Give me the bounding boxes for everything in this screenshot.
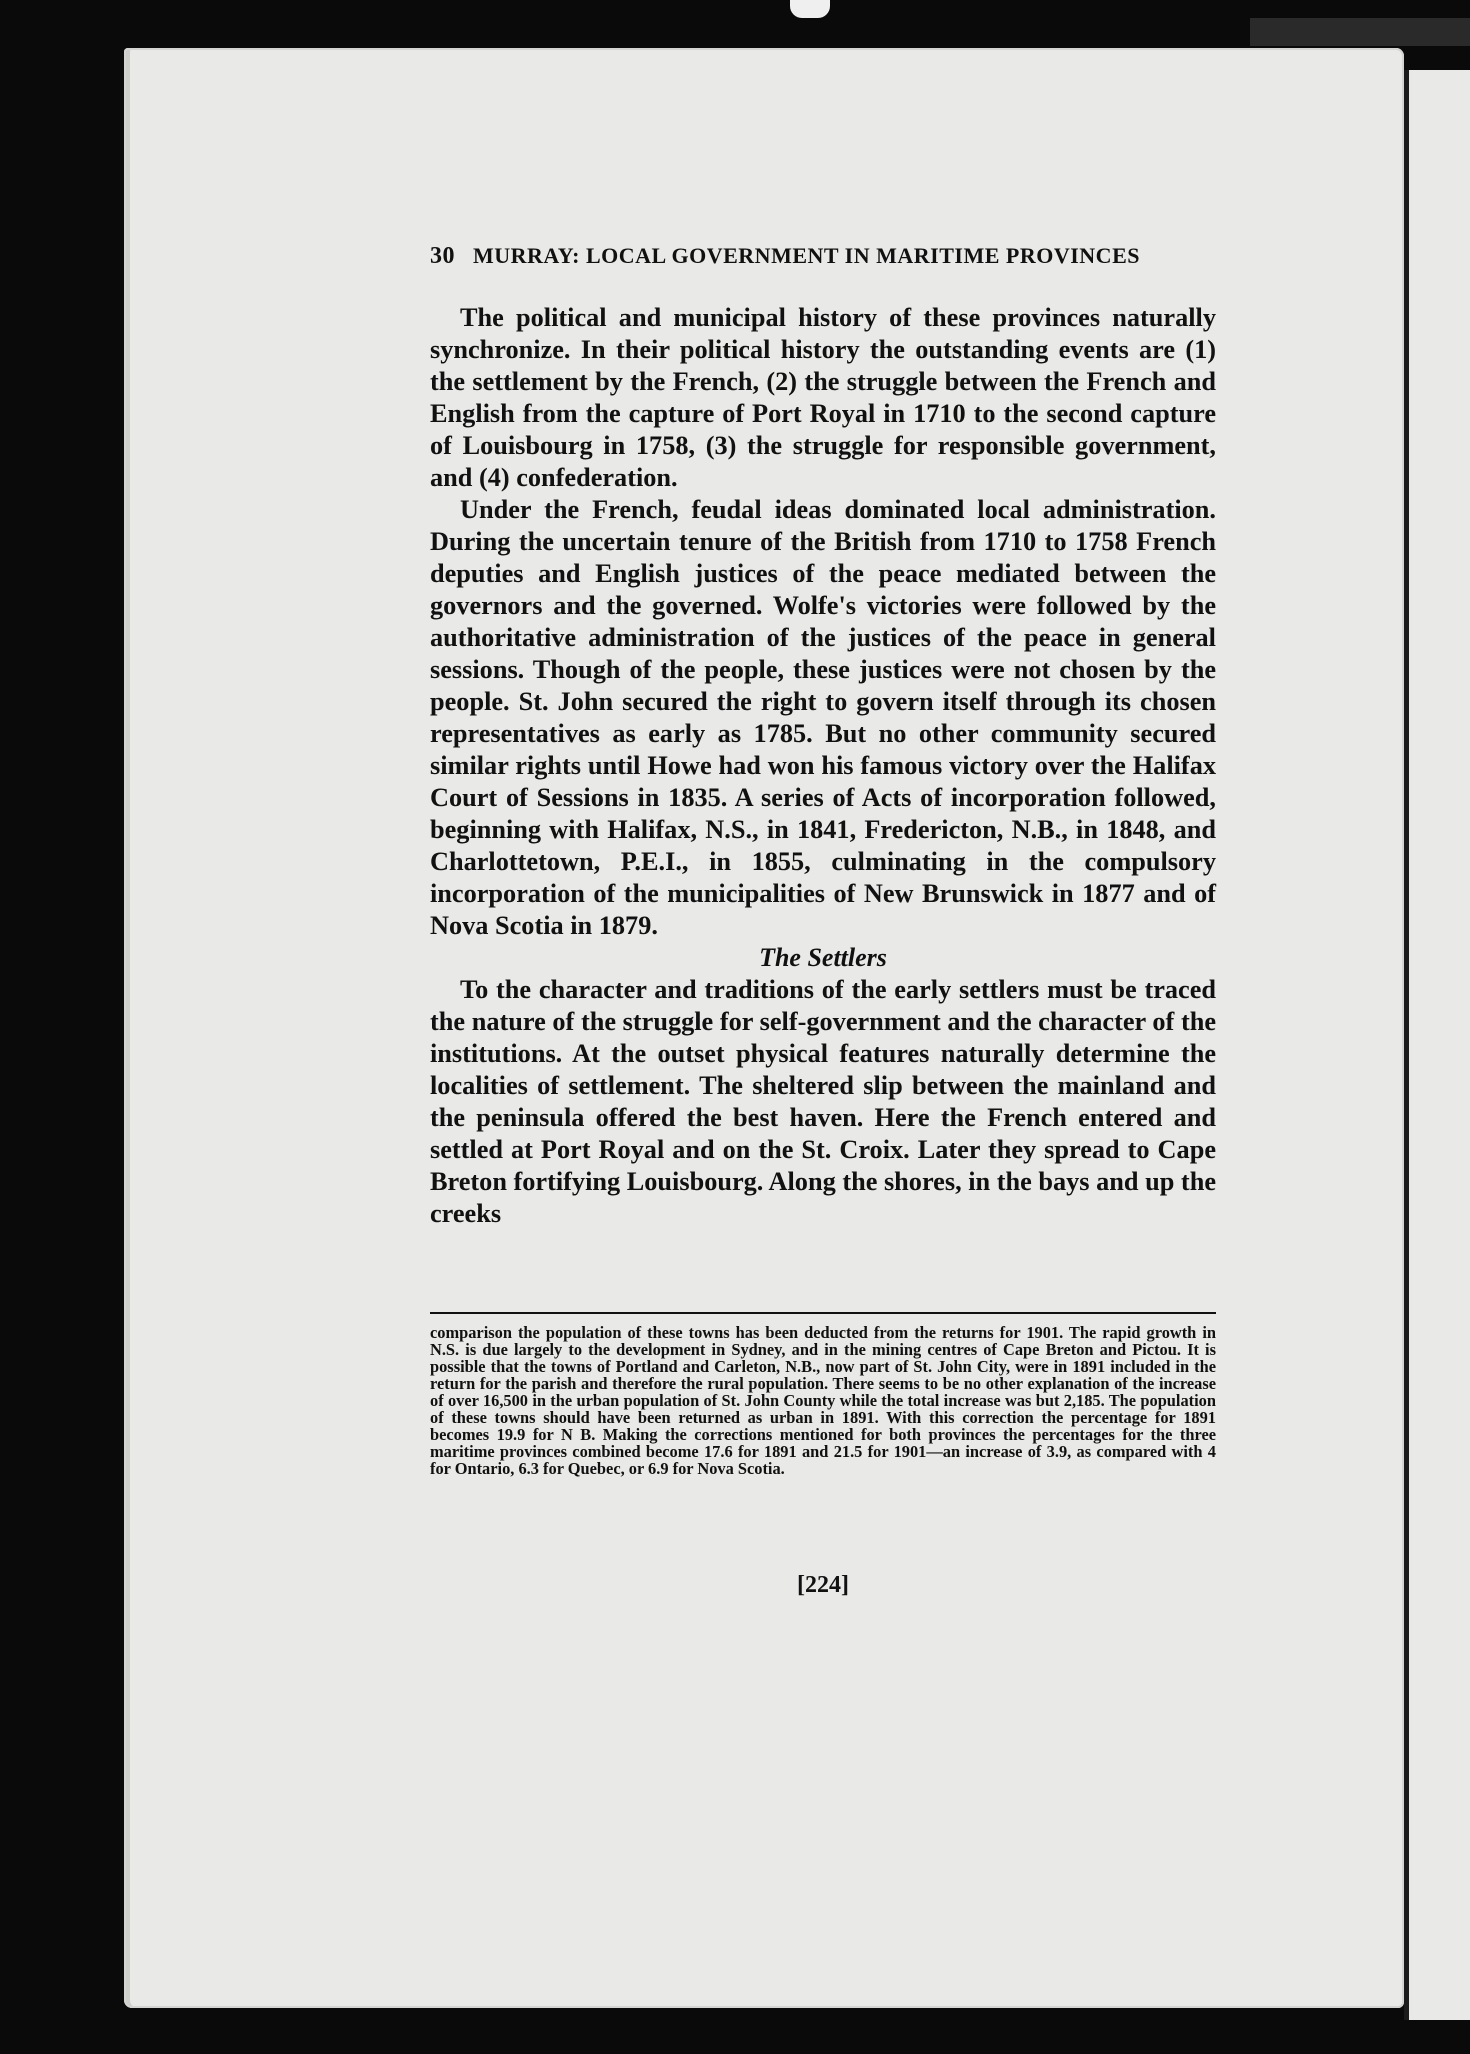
paragraph-political-history: The political and municipal history of these provinces naturally synchronize. In their political history the outstanding events are (1) the settlement by the French, (2) the struggle between the French and English from the capture of Port Royal in 1710 to the second capture of Louisbourg in 1758, (3) the struggle for responsible government, and (4) confederation.	[430, 303, 1216, 492]
footnote: comparison the population of these towns has been deducted from the returns for 1901. The rapid growth in N.S. is due largely to the development in Sydney, and in the mining centres of Cape Breton and Pictou. It is possible that the towns of Portland and Carleton, N.B., now part of St. John City, were in 1891 included in the return for the parish and therefore the rural population. There seems to be no other explanation of the increase of over 16,500 in the urban population of St. John County while the total increase was but 2,185. The population of these towns should have been returned as urban in 1891. With this correction the percentage for 1891 becomes 19.9 for N B. Making the corrections mentioned for both provinces the percentages for the three maritime provinces combined become 17.6 for 1891 and 21.5 for 1901—an increase of 3.9, as compared with 4 for Ontario, 6.3 for Quebec, or 6.9 for Nova Scotia.	[430, 1323, 1216, 1478]
paragraph-settlers: To the character and traditions of the early settlers must be traced the nature of the struggle for self-government and the character of the institutions. At the outset physical features naturally determine the localities of settlement. The sheltered slip between the mainland and the peninsula offered the best haven. Here the French entered and settled at Port Royal and on the St. Croix. Later they spread to Cape Breton fortifying Louisbourg. Along the shores, in the bays and up the creeks	[430, 975, 1216, 1228]
scan-edge-artifact	[1250, 18, 1470, 46]
footnote-rule	[430, 1312, 1216, 1314]
scan-blot	[790, 0, 830, 18]
running-title: MURRAY: LOCAL GOVERNMENT IN MARITIME PROVINCES	[473, 243, 1140, 268]
paragraph-under-the-french: Under the French, feudal ideas dominated local administration. During the uncertain tenure of the British from 1710 to 1758 French deputies and English justices of the peace mediated between the governors and the governed. Wolfe's victories were followed by the authoritative administration of the justices of the peace in general sessions. Though of the people, these justices were not chosen by the people. St. John secured the right to govern itself through its chosen representatives as early as 1785. But no other community secured similar rights until Howe had won his famous victory over the Halifax Court of Sessions in 1835. A series of Acts of incorporation followed, beginning with Halifax, N.S., in 1841, Fredericton, N.B., in 1848, and Charlottetown, P.E.I., in 1855, culminating in the compulsory incorporation of the municipalities of New Brunswick in 1877 and of Nova Scotia in 1879.	[430, 495, 1216, 940]
section-title: The Settlers	[759, 943, 887, 972]
body-text	[430, 302, 1216, 1230]
page-number: 30	[430, 243, 455, 269]
facing-page-edge	[1404, 70, 1470, 2020]
folio-number: [224]	[797, 1572, 849, 1598]
running-header	[430, 243, 1210, 270]
